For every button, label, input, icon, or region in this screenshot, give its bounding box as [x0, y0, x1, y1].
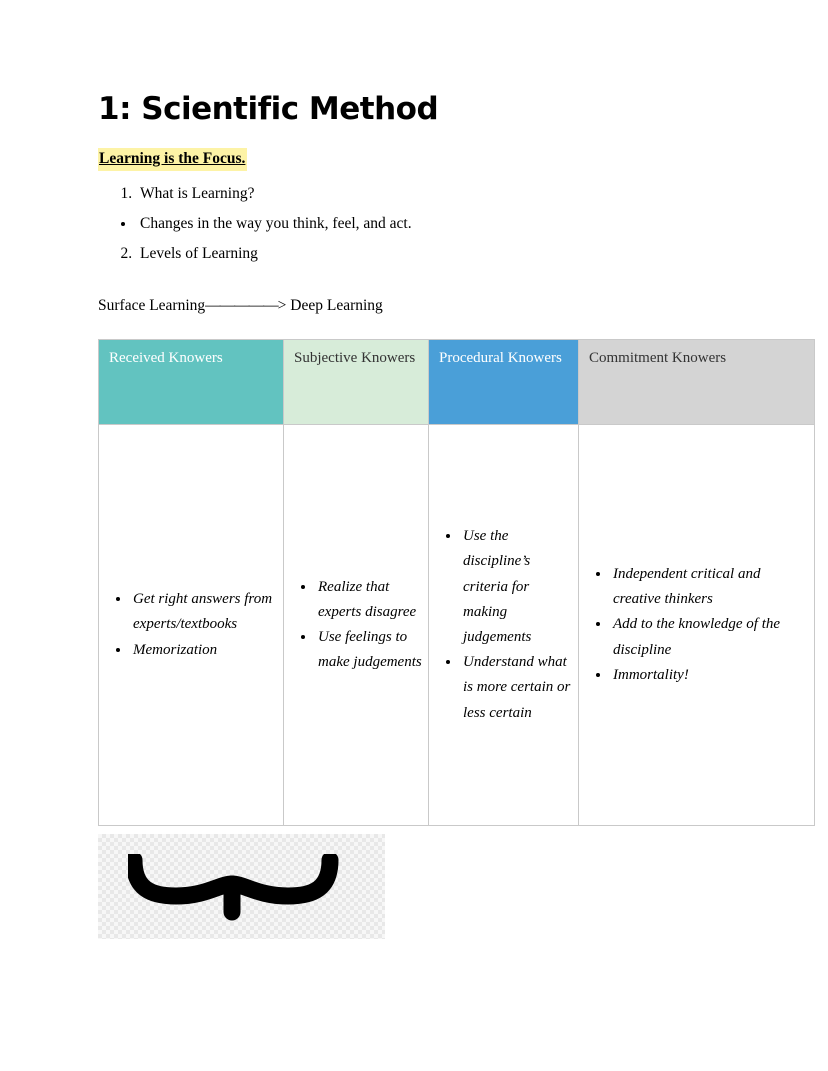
list-item: • Get right answers from experts/textbooks — [131, 587, 277, 637]
list-item: 1. What is Learning? — [136, 181, 732, 207]
table-header-row — [99, 340, 815, 425]
section-heading: Learning is the Focus. — [98, 148, 247, 171]
list-item: • Changes in the way you think, feel, and act. — [136, 211, 732, 237]
brace-icon — [128, 854, 348, 924]
table-cell-commitment — [579, 425, 815, 826]
list-item: • Independent critical and creative thinkers — [611, 562, 808, 612]
table-header-procedural: Procedural Knowers — [429, 340, 579, 425]
cell-list-commitment — [585, 562, 808, 688]
table-cell-procedural — [429, 425, 579, 826]
list-item: • Understand what is more certain or less certain — [461, 650, 572, 726]
list-item: • Realize that experts disagree — [316, 575, 422, 625]
outline-list — [98, 181, 732, 267]
table-row — [99, 425, 815, 826]
continuum-left-label: Surface Learning — [98, 297, 206, 315]
continuum-dash: ————— — [205, 297, 278, 315]
page-title: 1: Scientific Method — [98, 91, 439, 127]
table-header-received: Received Knowers — [99, 340, 284, 425]
section-heading-wrap — [98, 148, 732, 177]
list-item: • Immortality! — [611, 663, 808, 688]
table-cell-subjective — [284, 425, 429, 826]
table-header-commitment: Commitment Knowers — [579, 340, 815, 425]
list-item: • Use the discipline’s criteria for making judgements — [461, 524, 572, 650]
list-item: • Add to the knowledge of the discipline — [611, 612, 808, 662]
continuum-right-label: Deep Learning — [290, 297, 383, 315]
knowers-table — [98, 339, 815, 826]
table-header-subjective: Subjective Knowers — [284, 340, 429, 425]
document-body — [98, 91, 781, 826]
cell-list-received — [105, 587, 277, 663]
outline-bulleted-1 — [98, 211, 732, 237]
brace-image-placeholder — [98, 834, 385, 939]
table-body — [99, 425, 815, 826]
list-item: 2. Levels of Learning — [136, 241, 732, 267]
cell-list-procedural — [435, 524, 572, 726]
outline-ordered-1 — [98, 181, 732, 207]
cell-list-subjective — [290, 575, 422, 676]
list-item: • Use feelings to make judgements — [316, 625, 422, 675]
list-item: • Memorization — [131, 638, 277, 663]
learning-continuum — [98, 295, 732, 317]
continuum-arrow: > — [277, 297, 287, 315]
outline-ordered-2 — [98, 241, 732, 267]
table-cell-received — [99, 425, 284, 826]
